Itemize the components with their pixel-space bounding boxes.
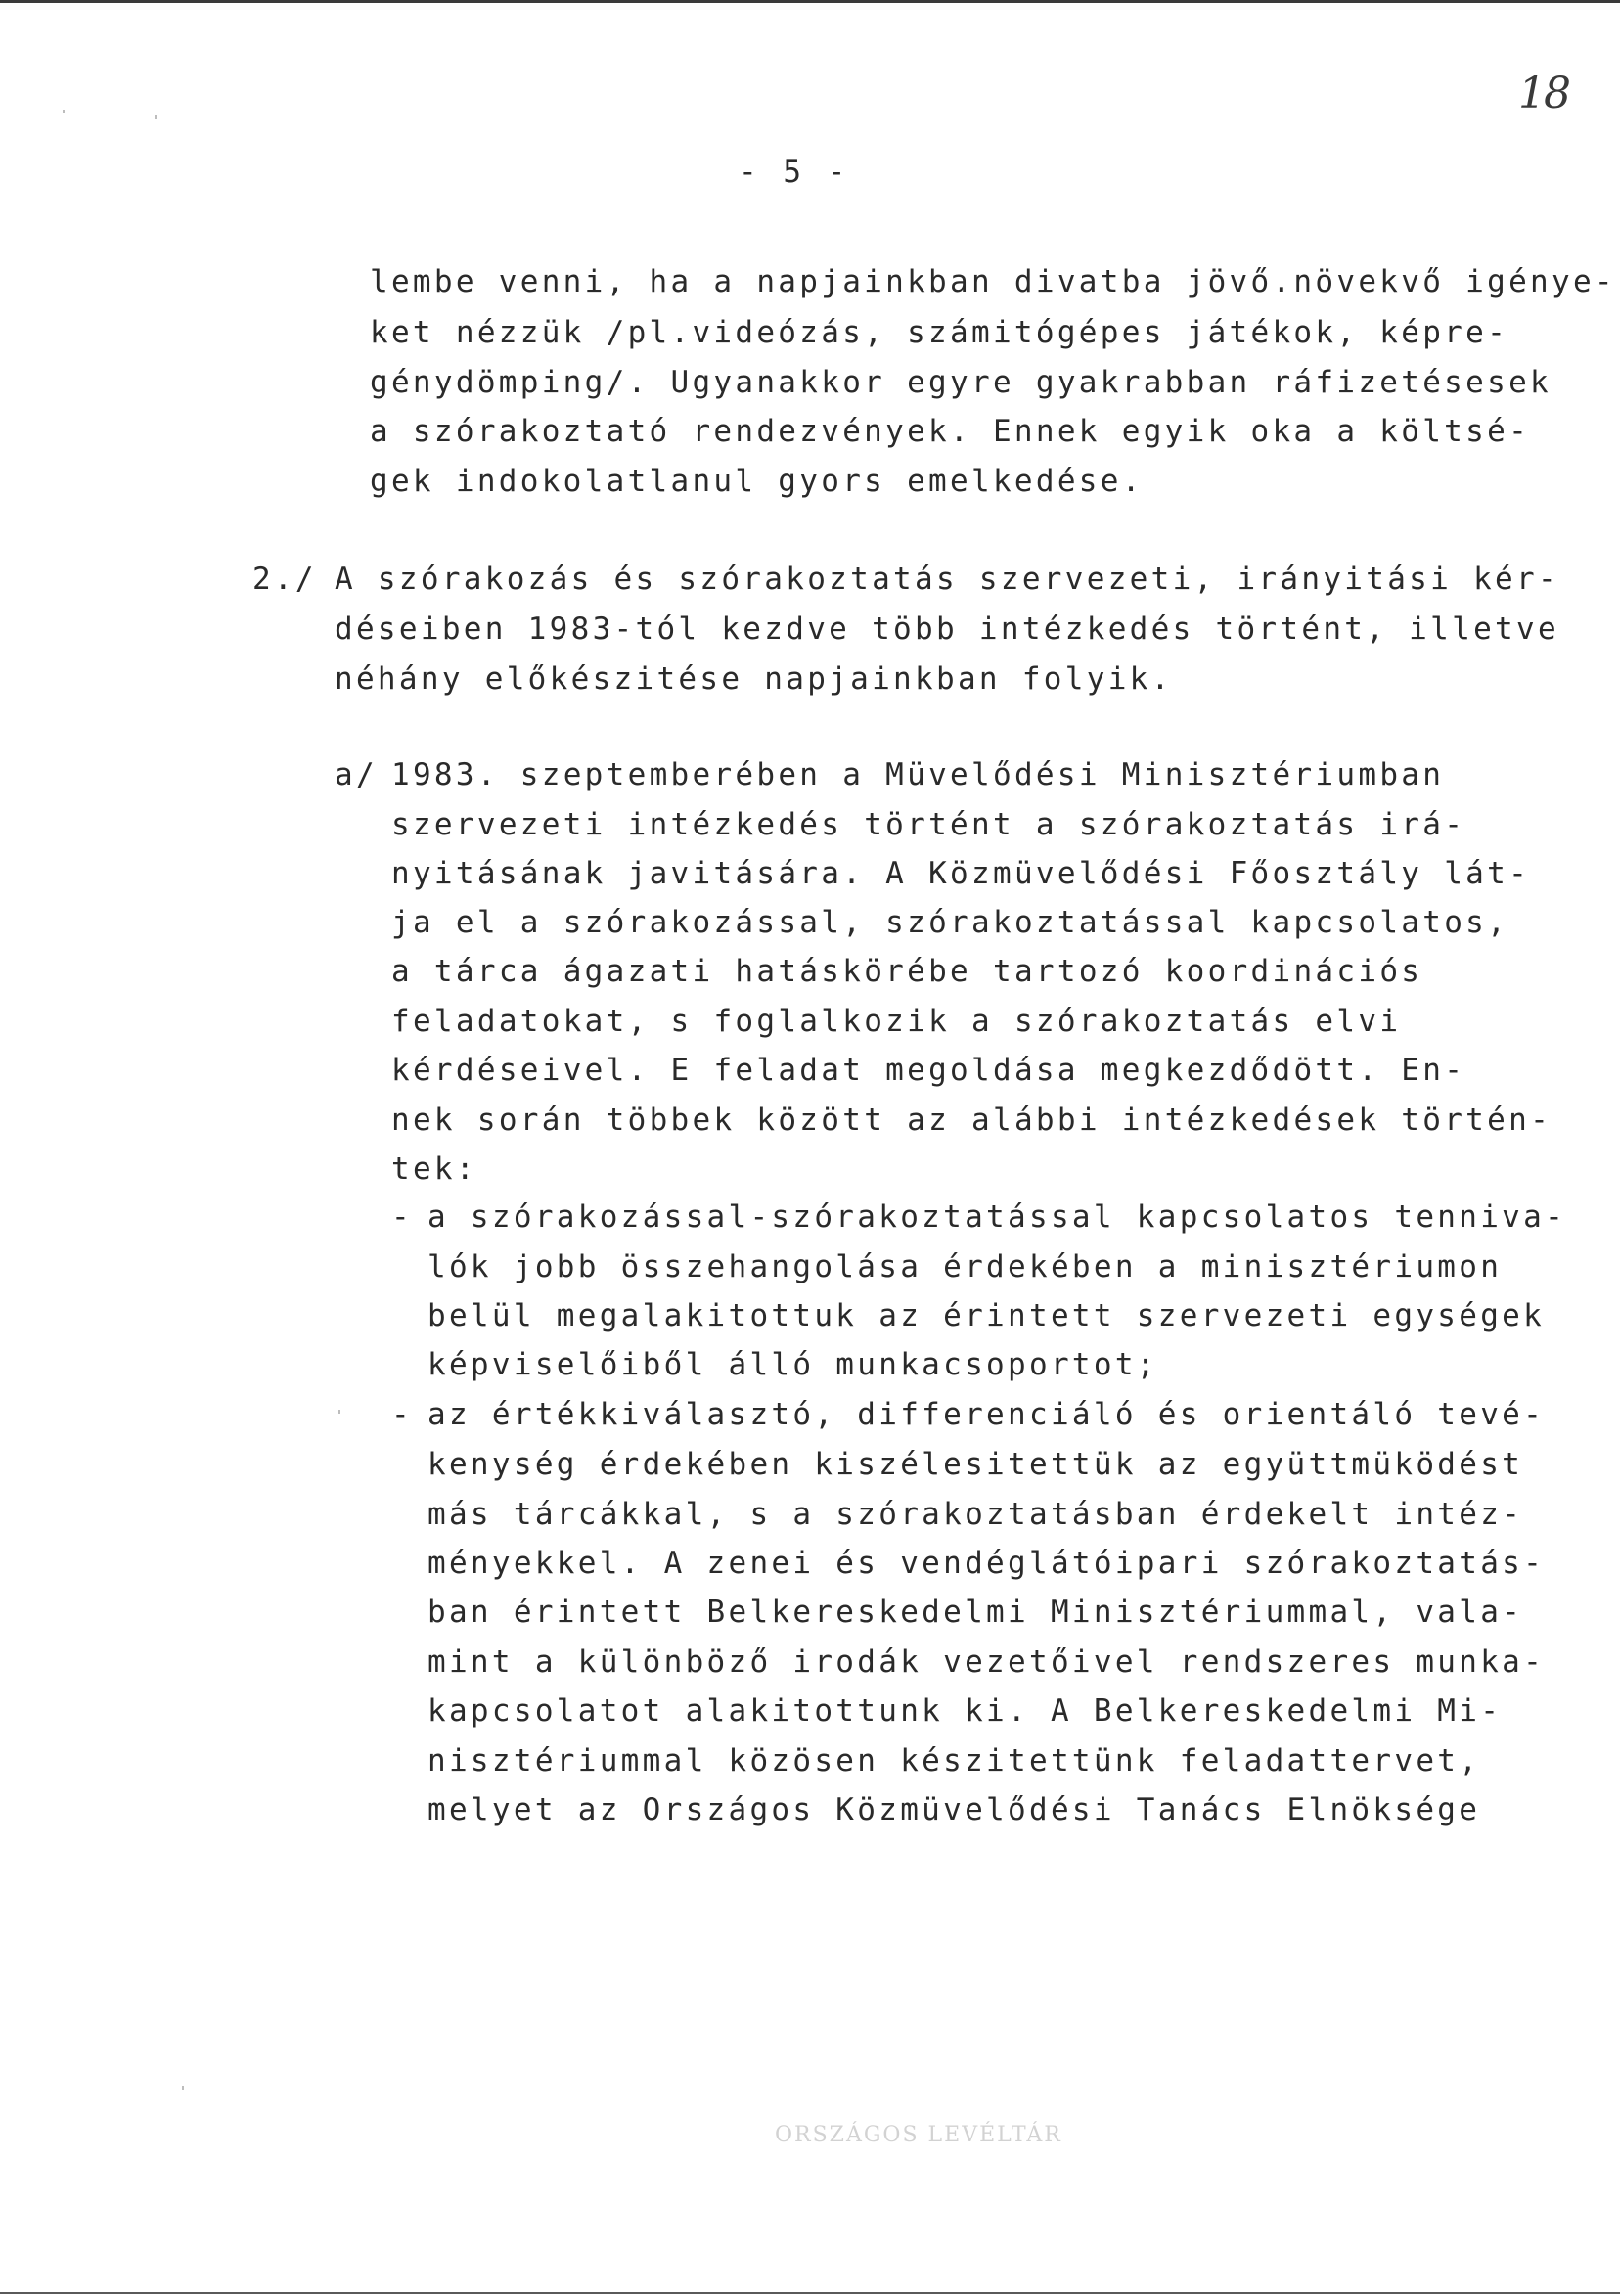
folio-mark: 18 <box>1518 68 1569 118</box>
body-line: lembe venni, ha a napjainkban divatba jövő.növekvő igénye- <box>370 264 1616 299</box>
bullet-line: az értékkiválasztó, differenciáló és orientáló tevé- <box>428 1397 1546 1432</box>
bullet-line: a szórakozással-szórakoztatással kapcsolatos tenniva- <box>428 1199 1567 1235</box>
subsection-marker: a/ <box>335 757 378 792</box>
body-line: néhány előkészitése napjainkban folyik. <box>335 661 1173 697</box>
bullet-line: belül megalakitottuk az érintett szervezeti egységek <box>428 1298 1546 1333</box>
body-line: nek során többek között az alábbi intézkedések történ- <box>391 1103 1552 1138</box>
bullet-dash: - <box>391 1199 413 1235</box>
section-marker: 2./ <box>252 562 317 597</box>
bullet-line: ményekkel. A zenei és vendéglátóipari szórakoztatás- <box>428 1546 1546 1581</box>
body-line: A szórakozás és szórakoztatás szervezeti, irányitási kér- <box>335 562 1559 597</box>
bullet-line: mint a különböző irodák vezetőivel rendszeres munka- <box>428 1644 1546 1680</box>
body-line: génydömping/. Ugyanakkor egyre gyakrabban ráfizetésesek <box>370 365 1552 400</box>
bullet-line: kenység érdekében kiszélesitettük az együttmüködést <box>428 1447 1524 1482</box>
page-number: - 5 - <box>739 155 850 190</box>
body-line: a szórakoztató rendezvények. Ennek egyik oka a költsé- <box>370 414 1531 449</box>
body-line: kérdéseivel. E feladat megoldása megkezdődött. En- <box>391 1053 1466 1088</box>
scan-speck <box>182 2086 184 2090</box>
bullet-line: képviselőiből álló munkacsoportot; <box>428 1347 1158 1382</box>
body-line: feladatokat, s foglalkozik a szórakoztatás elvi <box>391 1004 1402 1039</box>
body-line: déseiben 1983-tól kezdve több intézkedés történt, illetve <box>335 611 1559 647</box>
body-line: a tárca ágazati hatáskörébe tartozó koordinációs <box>391 954 1423 989</box>
body-line: ja el a szórakozással, szórakoztatással kapcsolatos, <box>391 905 1509 940</box>
bullet-line: melyet az Országos Közmüvelődési Tanács Elnöksége <box>428 1792 1481 1827</box>
body-line: 1983. szeptemberében a Müvelődési Minisztériumban <box>391 757 1445 792</box>
archive-stamp: ORSZÁGOS LEVÉLTÁR <box>775 2123 1062 2147</box>
body-line: nyitásának javitására. A Közmüvelődési Főosztály lát- <box>391 856 1531 891</box>
body-line: gek indokolatlanul gyors emelkedése. <box>370 464 1144 499</box>
bullet-line: más tárcákkal, s a szórakoztatásban érdekelt intéz- <box>428 1497 1524 1532</box>
bullet-dash: - <box>391 1397 413 1432</box>
bullet-line: nisztériummal közösen készitettünk feladattervet, <box>428 1743 1481 1778</box>
body-line: tek: <box>391 1151 477 1187</box>
body-line: szervezeti intézkedés történt a szórakoztatás irá- <box>391 807 1466 842</box>
bullet-line: ban érintett Belkereskedelmi Minisztériummal, vala- <box>428 1595 1524 1630</box>
top-edge-rule <box>0 0 1620 3</box>
scan-speck <box>155 115 157 119</box>
scan-speck <box>63 110 65 113</box>
scan-speck <box>338 1410 340 1414</box>
bullet-line: lók jobb összehangolása érdekében a minisztériumon <box>428 1249 1503 1284</box>
bottom-edge-rule <box>0 2292 1620 2294</box>
bullet-line: kapcsolatot alakitottunk ki. A Belkereskedelmi Mi- <box>428 1693 1503 1729</box>
body-line: ket nézzük /pl.videózás, számitógépes játékok, képre- <box>370 315 1509 350</box>
